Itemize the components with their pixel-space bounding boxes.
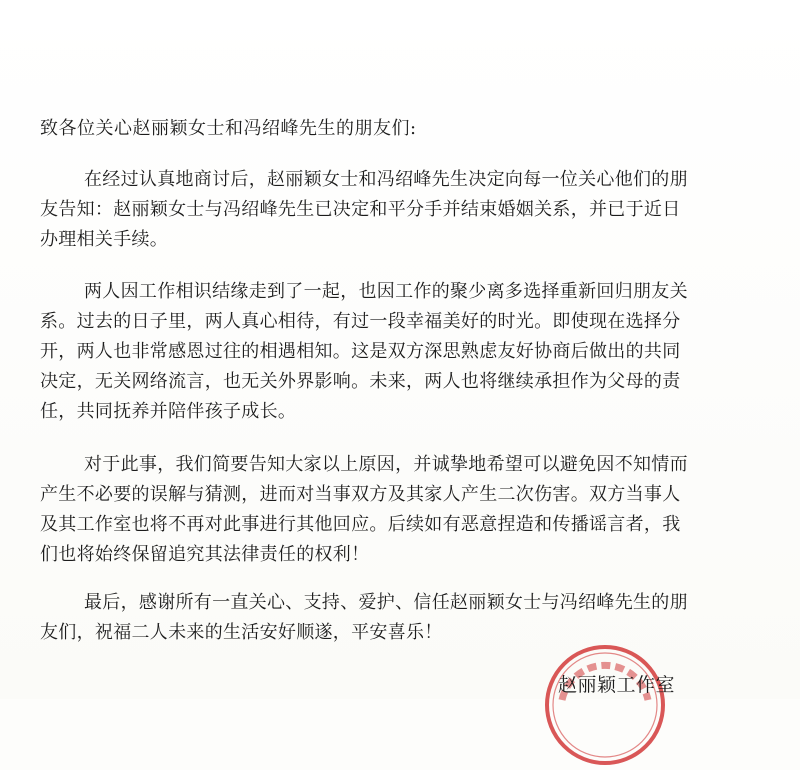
- text-line: 决定，无关网络流言，也无关外界影响。未来，两人也将继续承担作为父母的责: [40, 371, 681, 392]
- text-line: 们也将始终保留追究其法律责任的权利！: [40, 544, 370, 565]
- text-line: 友们，祝福二人未来的生活安好顺遂，平安喜乐！: [40, 622, 443, 643]
- text-line: 任，共同抚养并陪伴孩子成长。: [40, 401, 297, 422]
- text-line: 友告知：赵丽颖女士与冯绍峰先生已决定和平分手并结束婚姻关系，并已于近日: [40, 199, 681, 220]
- text-line: 最后，感谢所有一直关心、支持、爱护、信任赵丽颖女士与冯绍峰先生的朋: [84, 592, 688, 613]
- paragraph-3: [40, 450, 720, 570]
- text-line: 及其工作室也将不再对此事进行其他回应。后续如有恶意捏造和传播谣言者，我: [40, 514, 681, 535]
- text-line: 产生不必要的误解与猜测，进而对当事双方及其家人产生二次伤害。双方当事人: [40, 484, 681, 505]
- salutation: 致各位关心赵丽颖女士和冯绍峰先生的朋友们:: [40, 118, 417, 139]
- text-line: 两人因工作相识结缘走到了一起，也因工作的聚少离多选择重新回归朋友关: [84, 281, 688, 302]
- paragraph-2: [40, 277, 720, 427]
- red-round-seal-icon: [540, 640, 670, 770]
- text-line: 开，两人也非常感恩过往的相遇相知。这是双方深思熟虑友好协商后做出的共同: [40, 341, 681, 362]
- text-line: 办理相关手续。: [40, 229, 169, 250]
- paragraph-1: [40, 165, 720, 255]
- signature: 赵丽颖工作室: [558, 674, 676, 696]
- paragraph-4: [40, 588, 720, 648]
- text-line: 在经过认真地商讨后，赵丽颖女士和冯绍峰先生决定向每一位关心他们的朋: [84, 169, 688, 190]
- text-line: 系。过去的日子里，两人真心相待，有过一段幸福美好的时光。即使现在选择分: [40, 311, 681, 332]
- text-line: 对于此事，我们简要告知大家以上原因，并诚挚地希望可以避免因不知情而: [84, 454, 688, 475]
